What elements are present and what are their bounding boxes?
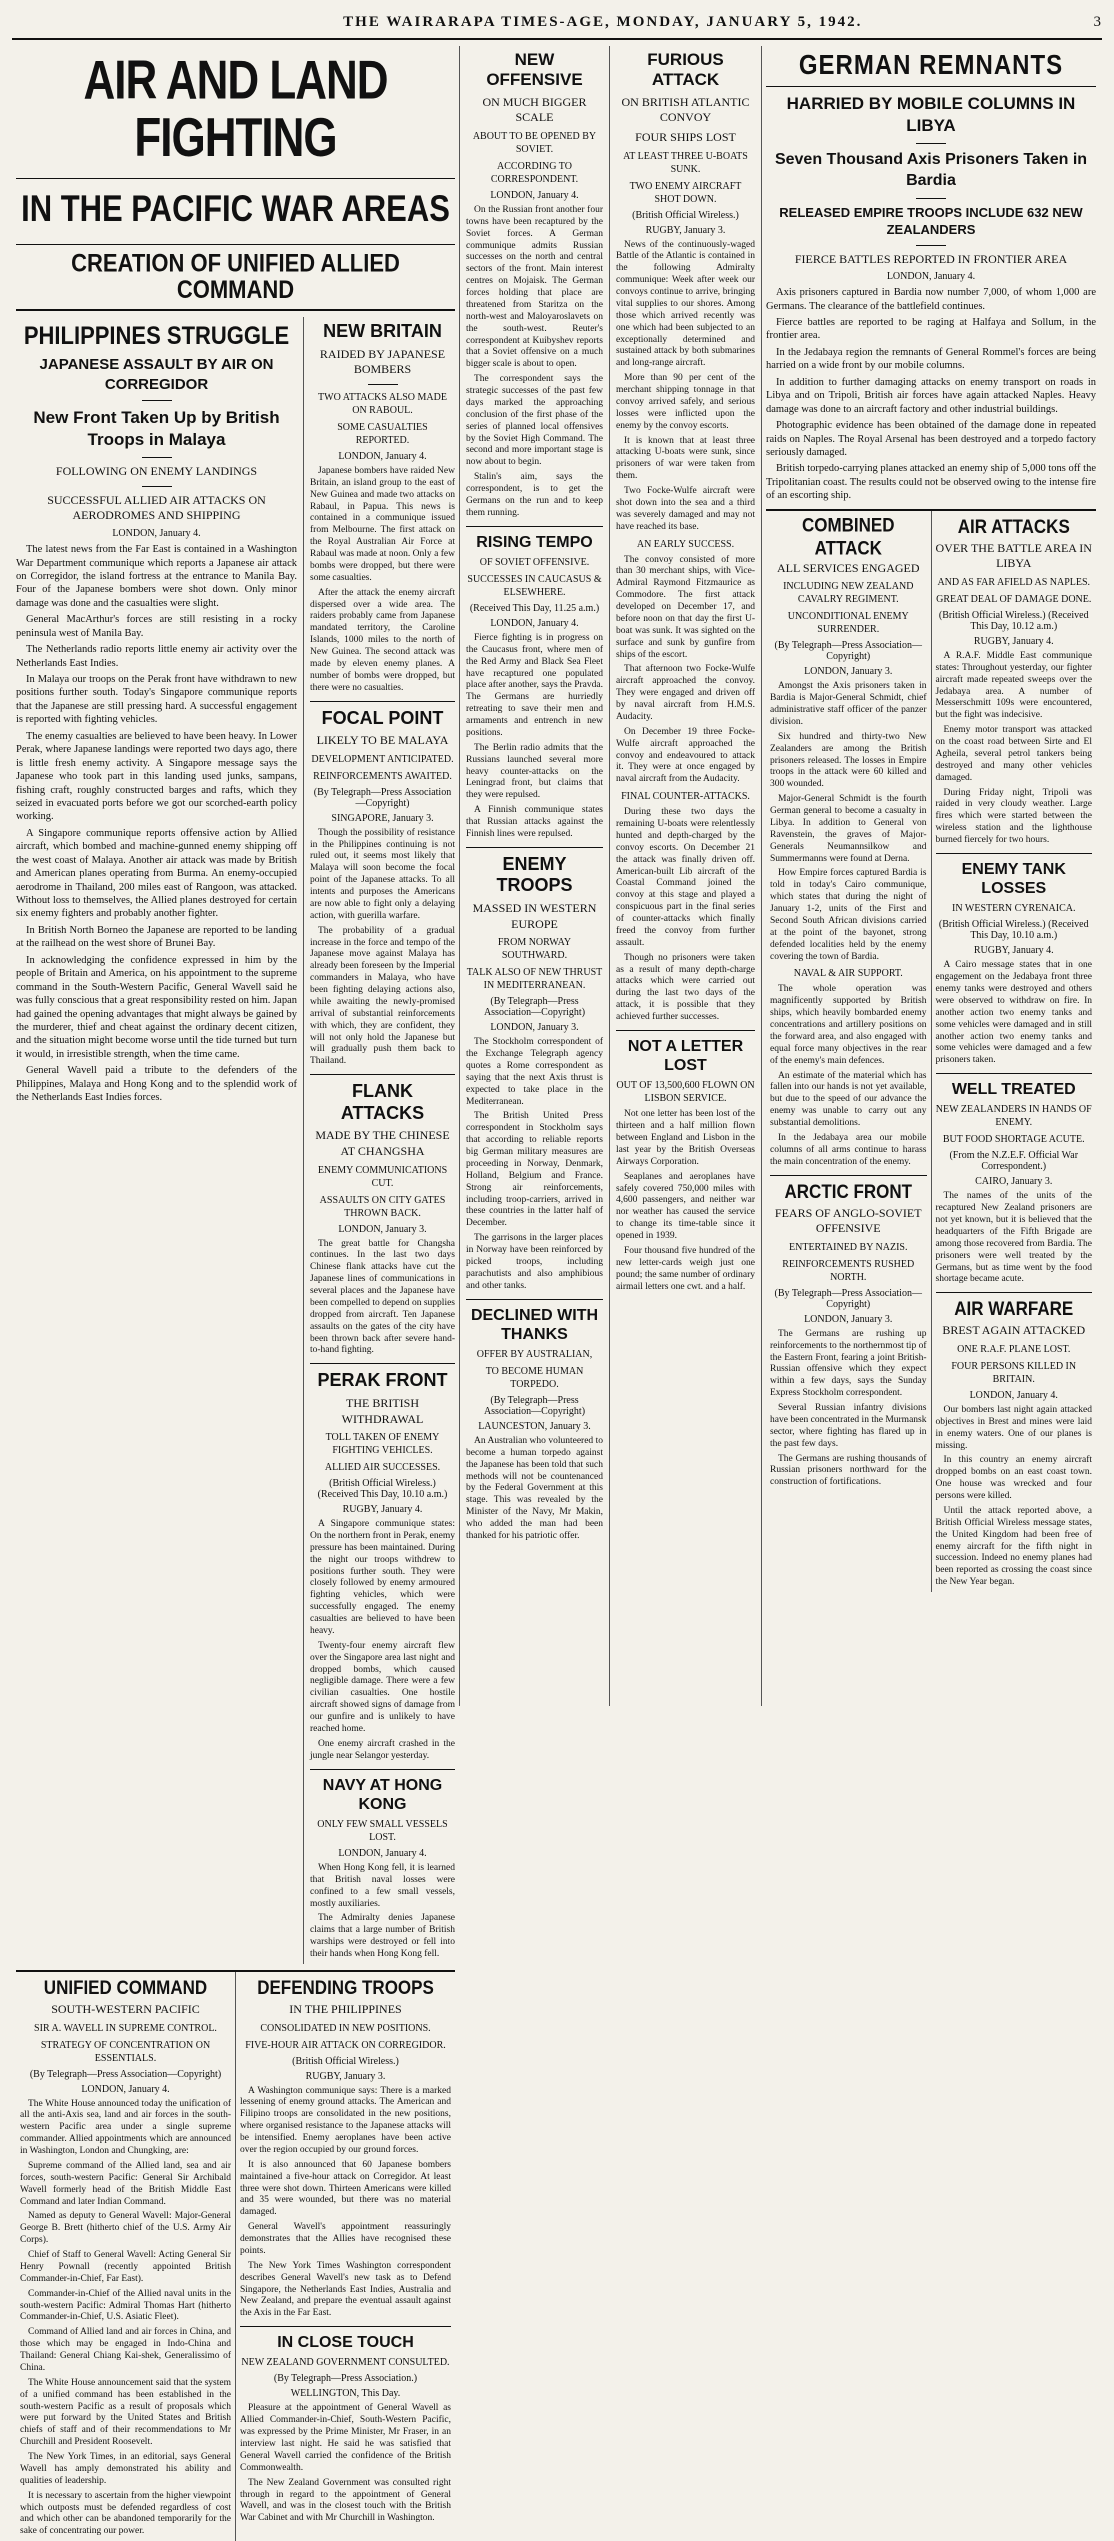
flank-attacks-dateline: LONDON, January 3.	[338, 1223, 427, 1235]
arctic-front-p0: The Germans are rushing up reinforcements to the northernmost tip of the Eastern Front, fearing a joint British-Russian offensive which they expect within a few days, says the Sunday Express Stockholm correspondent.	[770, 1328, 927, 1399]
rising-tempo-p1: The Berlin radio admits that the Russians launched several more heavy counter-attacks on the Leningrad front, but claims that they were repulsed.	[466, 742, 603, 801]
philippines-p1: General MacArthur's forces are still resisting in a rocky peninsula west of Manila Bay.	[16, 614, 297, 639]
atlantic-column	[610, 46, 762, 1706]
unified-command-p6: The White House announcement said that the system of a unified command has been established in the south-western Pacific as a result of proposals which were put forward by the United States and British chiefs of staff and of their recommendations to Mr Churchill and President Roosevelt.	[20, 2377, 231, 2448]
well-treated-sub1: NEW ZEALANDERS IN HANDS OF ENEMY.	[935, 1104, 1092, 1129]
arctic-front-title: ARCTIC FRONT	[784, 1180, 912, 1202]
arctic-front-sub3: REINFORCEMENTS RUSHED NORTH.	[782, 1258, 915, 1283]
new-britain-dateline: LONDON, January 4.	[338, 450, 427, 462]
flank-attacks-sub2: ENEMY COMMUNICATIONS CUT.	[317, 1164, 448, 1189]
enemy-troops-dateline: LONDON, January 3.	[490, 1022, 579, 1034]
philippines-dateline: LONDON, January 4.	[112, 528, 201, 540]
not-a-letter-sub1: OUT OF 13,500,600 FLOWN ON LISBON SERVICE.	[616, 1080, 755, 1105]
furious-attack-p2: It is known that at least three attacking U-boats were sunk, since prisoners of war were taken from them.	[616, 435, 755, 482]
german-remnants-p5: British torpedo-carrying planes attacked an enemy ship of 5,000 tons off the Tripolitanian coast. The results could not be observed owing to the intense fire of an escorting ship.	[766, 463, 1096, 502]
new-offensive-sub1: ON MUCH BIGGER SCALE	[482, 94, 587, 125]
rising-tempo-sub1: OF SOVIET OFFENSIVE.	[479, 556, 590, 568]
philippines-p5: A Singapore communique reports offensive action by Allied aircraft, which bombed and machine-gunned enemy shipping off the west coast of Malaya. Another air attack was made by British and American planes operating from Burma. An enemy-occupied aerodrome in Thailand, 200 miles east of Rangoon, was attacked. Without loss to themselves, the Allied planes destroyed for certain six enemy fighters and probably another fighter.	[16, 827, 297, 920]
combined-attack-title: COMBINED ATTACK	[801, 513, 895, 559]
early-success-p2: On December 19 three Focke-Wulfe aircraft approached the convoy and endeavoured to attack it. They were at once engaged by naval aircraft from the Audacity.	[616, 726, 755, 785]
new-offensive-sub3: ACCORDING TO CORRESPONDENT.	[490, 160, 579, 185]
perak-front-title: PERAK FRONT	[317, 1370, 448, 1391]
navy-hk-dateline: LONDON, January 4.	[338, 1847, 427, 1859]
new-britain-p0: Japanese bombers have raided New Britain, an island group to the east of New Guinea and made two attacks on Rabaul, in Papua. This news is contained in a communique issued from Melbourne. The first attack on the Royal Australian Air Force at Rabaul was made at noon. Only a few bombs were dropped, but there were some casualties.	[310, 465, 455, 583]
combined-attack-sub2: INCLUDING NEW ZEALAND CAVALRY REGIMENT.	[783, 581, 914, 606]
lead-headline-2: IN THE PACIFIC WAR AREAS	[21, 187, 450, 230]
air-attacks-sub1: OVER THE BATTLE AREA IN LIBYA	[935, 540, 1092, 571]
well-treated-dateline: CAIRO, January 3.	[975, 1176, 1053, 1188]
air-attacks-p2: During Friday night, Tripoli was raided in very cloudy weather. Large fires which were started between the wireless station and the lighthouse burned fiercely for two hours.	[935, 787, 1092, 846]
well-treated-p0: The names of the units of the recaptured New Zealand prisoners are not yet known, but it is believed that the headquarters of the Fifth Brigade are among those recovered from Bardia. The prisoners were well treated by the Germans, but as time went by the food shortage became acute.	[935, 1191, 1092, 1285]
rising-tempo-sub2: SUCCESSES IN CAUCASUS & ELSEWHERE.	[467, 573, 602, 598]
focal-point-p0: Though the possibility of resistance in the Philippines continuing is not ruled out, it seems most likely that Malaya will soon become the focal point of the Japanese attacks. To all intents and purposes the Americans are now able to fight only a delaying action, with guerilla warfare.	[310, 827, 455, 921]
close-touch-dateline: WELLINGTON, This Day.	[290, 2388, 401, 2400]
defending-troops-article	[235, 1972, 455, 2541]
rising-tempo-p2: A Finnish communique states that Russian attacks against the Finnish lines were repulsed.	[466, 805, 603, 839]
furious-attack-p1: More than 90 per cent of the merchant shipping tonnage in that convoy arrived safely, and serious losses were inflicted upon the enemy by the convoy escorts.	[616, 373, 755, 431]
lead-subgrid	[16, 317, 455, 1964]
arctic-front-dateline: LONDON, January 3.	[804, 1313, 893, 1325]
german-remnants-p2: In the Jedabaya region the remnants of General Rommel's forces are being harried on a wide front by our mobile columns.	[766, 346, 1096, 372]
perak-front-p2: One enemy aircraft crashed in the jungle near Selangor yesterday.	[310, 1738, 455, 1761]
early-success-p0: The convoy consisted of more than 30 merchant ships, with Vice-Admiral Raymond Fitzmaurice as Commodore. The first attack developed on December 17, and before noon on that day the first U-boat was sunk. It was sighted on the surface and sunk by gunfire from ships of the escort.	[616, 554, 755, 660]
defending-troops-sub2: CONSOLIDATED IN NEW POSITIONS.	[260, 2022, 431, 2034]
philippines-sub1: JAPANESE ASSAULT BY AIR ON CORREGIDOR	[39, 356, 274, 393]
german-remnants-p3: In addition to further damaging attacks on enemy transport on roads in Libya and on Tripoli, British air forces have again attacked Naples. Heavy damage was done to an aircraft factory and other industrial buildings.	[766, 376, 1096, 415]
unified-command-sub2: SIR A. WAVELL IN SUPREME CONTROL.	[34, 2022, 217, 2034]
combined-attack-p2: Major-General Schmidt is the fourth German general to become a casualty in Libya. In addition to General von Ravenstein, the graves of Major-Generals Neumannsilkow and Summermanns were found at Derna.	[770, 794, 927, 864]
defending-troops-sub3: FIVE-HOUR AIR ATTACK ON CORREGIDOR.	[245, 2039, 446, 2051]
defending-troops-p1: It is also announced that 60 Japanese bombers maintained a five-hour attack on Corregidor. At least three were shot down. Thirteen Americans were killed and 35 were wounded, but there was no material damaged.	[240, 2159, 451, 2218]
combined-attack-p0: Amongst the Axis prisoners taken in Bardia is Major-General Schmidt, chief administrative staff officer of the panzer division.	[770, 681, 927, 727]
focal-point-sub2: DEVELOPMENT ANTICIPATED.	[311, 753, 454, 765]
german-remnants-sub3: RELEASED EMPIRE TROOPS INCLUDE 632 NEW ZEALANDERS	[779, 204, 1083, 237]
air-attacks-title: AIR ATTACKS	[957, 515, 1070, 538]
philippines-p0: The latest news from the Far East is contained in a Washington War Department communique which reports a Japanese air attack on Corregidor, the island fortress at the entrance to Manila Bay. Four of the Japanese bombers were shot down. Only minor damage was done and the casualties were slight.	[16, 544, 297, 609]
close-touch-p0: Pleasure at the appointment of General Wavell as Allied Commander-in-Chief, South-Western Pacific, was expressed by the Prime Minister, Mr Fraser, in an interview last night. He said he was satisfied that General Wavell carried the confidence of the British Commonwealth.	[240, 2403, 451, 2473]
german-remnants-p1: Fierce battles are reported to be raging at Halfaya and Sollum, in the frontier area.	[766, 317, 1096, 342]
combined-attack-p1: Six hundred and thirty-two New Zealanders are among the British prisoners released. The losses in Empire troops in the attack were 60 killed and 300 wounded.	[770, 731, 927, 790]
furious-attack-title: FURIOUS ATTACK	[647, 50, 724, 90]
new-offensive-title: NEW OFFENSIVE	[486, 50, 583, 90]
page-number: 3	[1093, 14, 1102, 30]
rising-tempo-dateline: LONDON, January 4.	[490, 617, 579, 629]
furious-attack-sub2: FOUR SHIPS LOST	[635, 129, 736, 144]
perak-front-p1: Twenty-four enemy aircraft flew over the Singapore area last night and dropped bombs, which caused negligible damage. There were a few civilian casualties. One hostile aircraft showed signs of damage from our gunfire and is unlikely to have reached home.	[310, 1640, 455, 1734]
declined-credit: (By Telegraph—Press Association—Copyright)	[483, 1394, 586, 1417]
new-offensive-p1: The correspondent says the strategic successes of the past few days marked the approaching conclusion of the first phase of the series of planned local offensives by the Soviet High Command. The second and more important stage is now about to begin.	[466, 374, 603, 468]
arctic-front-p1: Several Russian infantry divisions have been concentrated in the Murmansk sector, where fighting has flared up in the past few days.	[770, 1403, 927, 1449]
flank-attacks-sub1: MADE BY THE CHINESE AT CHANGSHA	[315, 1128, 450, 1158]
defending-troops-p3: The New York Times Washington correspondent describes General Wavell's new task as to Defend Singapore, the Netherlands East Indies, Australia and New Zealand, and prepare the eventual assault against the Axis in the Far East.	[240, 2260, 451, 2319]
philippines-title: PHILIPPINES STRUGGLE	[23, 321, 290, 350]
air-warfare-p1: In this country an enemy aircraft dropped bombs on an east coast town. One house was wrecked and four persons were killed.	[935, 1455, 1092, 1502]
furious-attack-dateline: RUGBY, January 3.	[645, 224, 726, 236]
unified-command-p2: Named as deputy to General Wavell: Major-General George B. Brett (hitherto chief of the U.S. Army Air Corps).	[20, 2211, 231, 2246]
naval-air-support-p2: In the Jedabaya area our mobile columns of all arms continue to harass the main concentration of the enemy.	[770, 1132, 927, 1167]
final-counter-p1: Though no prisoners were taken as a result of many depth-charge attacks which were carried out during the last two days of the attack, it is possible that they achieved further successes.	[616, 952, 755, 1023]
well-treated-title: WELL TREATED	[951, 1081, 1076, 1099]
arctic-front-credit: (By Telegraph—Press Association—Copyright)	[774, 1287, 922, 1310]
defending-troops-sub1: IN THE PHILIPPINES	[289, 2001, 402, 2016]
philippines-p3: In Malaya our troops on the Perak front have withdrawn to new positions further south. Today's Singapore communique reports that the Japanese are still pressing hard. A successful engagement is reported with fighting vehicles.	[16, 674, 297, 726]
air-attacks-p1: Enemy motor transport was attacked on the coast road between Sirte and El Agheila, several petrol tankers being destroyed and many other vehicles damaged.	[935, 725, 1092, 783]
furious-attack-sub4: TWO ENEMY AIRCRAFT SHOT DOWN.	[629, 180, 742, 205]
defending-troops-p2: General Wavell's appointment reassuringly demonstrates that the Allies have recognised these points.	[240, 2222, 451, 2256]
new-offensive-p0: On the Russian front another four towns have been recaptured by the Soviet forces. A German communique admits Russian successes on the north and central sectors of the front. Main interest centres on Mojaisk. The German forces holding that place are threatened from Staritza on the north-west and Maloyaroslavets on the south-west. Reuter's correspondent at Kuibyshev reports that a Soviet offensive on a much bigger scale is about to open.	[466, 204, 603, 370]
enemy-troops-title: ENEMY TROOPS	[496, 853, 573, 896]
furious-attack-p3: Two Focke-Wulfe aircraft were shot down into the sea and a third was severely damaged and may not have reached its base.	[616, 486, 755, 532]
arctic-front-p2: The Germans are rushing thousands of Russian prisoners northward for the construction of fortifications.	[770, 1453, 927, 1488]
air-warfare-sub3: FOUR PERSONS KILLED IN BRITAIN.	[951, 1360, 1077, 1385]
focal-point-title: FOCAL POINT	[321, 707, 444, 728]
philippines-p6: In British North Borneo the Japanese are reported to be landing at the railhead on the west shore of Brunei Bay.	[16, 924, 297, 950]
columns	[12, 46, 1102, 2537]
air-warfare-dateline: LONDON, January 4.	[969, 1389, 1058, 1401]
philippines-sub4: SUCCESSFUL ALLIED AIR ATTACKS ON AERODROMES AND SHIPPING	[47, 492, 266, 523]
naval-air-support-p0: The whole operation was magnificently supported by British ships, which heavily bombarded enemy concentrations and artillery positions on the forward area, and also engaged with equal force many objectives in the rear of the enemy's main defences.	[770, 984, 927, 1066]
arctic-front-sub2: ENTERTAINED BY NAZIS.	[789, 1241, 908, 1253]
new-britain-sub1: RAIDED BY JAPANESE BOMBERS	[319, 346, 446, 377]
air-warfare-sub1: BREST AGAIN ATTACKED	[942, 1323, 1086, 1338]
defending-troops-title: DEFENDING TROOPS	[257, 1976, 434, 1999]
enemy-troops-sub1: MASSED IN WESTERN EUROPE	[472, 900, 597, 931]
russia-column	[460, 46, 610, 1706]
close-touch-title: IN CLOSE TOUCH	[277, 2334, 414, 2352]
unified-command-p4: Commander-in-Chief of the Allied naval units in the south-western Pacific: Admiral Thomas Hart (hitherto Commander-in-Chief, U.S. Asiatic Fleet).	[20, 2288, 231, 2323]
unified-command-p0: The White House announced today the unification of all the anti-Axis sea, land and air forces in the south-western Pacific area under a single supreme commander. Allied appointments which are announced in Washington, London and Chungking, are:	[20, 2098, 231, 2157]
navy-hk-p0: When Hong Kong fell, it is learned that British naval losses were confined to a few small vessels, mostly auxiliaries.	[310, 1862, 455, 1909]
rising-tempo-title: RISING TEMPO	[476, 533, 593, 551]
air-attacks-sub2: AND AS FAR AFIELD AS NAPLES.	[937, 576, 1091, 588]
german-remnants-title: GERMAN REMNANTS	[798, 49, 1064, 81]
combined-attack-p3: How Empire forces captured Bardia is told in today's Cairo communique, which states that during the night of January 1-2, units of the First and Second South African divisions carried at the point of the bayonet, strong defended localities held by the enemy covering the town of Bardia.	[770, 868, 927, 962]
unified-command-sub1: SOUTH-WESTERN PACIFIC	[51, 2001, 200, 2016]
declined-dateline: LAUNCESTON, January 3.	[478, 1420, 591, 1432]
well-treated-sub2: BUT FOOD SHORTAGE ACUTE.	[942, 1134, 1085, 1146]
unified-command-p5: Command of Allied land and air forces in China, and those which may be engaged in Indo-China and Thailand: General Chiang Kai-shek, Generalissimo of China.	[20, 2327, 231, 2373]
furious-attack-sub3: AT LEAST THREE U-BOATS SUNK.	[623, 150, 748, 175]
philippines-p4: The enemy casualties are believed to have been heavy. In Lower Perak, where Japanese landings were reported two days ago, there is little fresh enemy activity. A Singapore message says the Japanese who took part in this landing used junks, sampans, fishing craft, roughly constructed barges and rafts, which they seized in evacuated ports before we got our scorched-earth policy working.	[16, 730, 297, 823]
german-remnants-p0: Axis prisoners captured in Bardia now number 7,000, of whom 1,000 are Germans. The clearance of the battlefield continues.	[766, 287, 1096, 312]
philippines-p2: The Netherlands radio reports little enemy air activity over the Netherlands East Indies.	[16, 644, 297, 669]
unified-defending-row	[16, 1970, 455, 2541]
air-warfare-title: AIR WARFARE	[954, 1297, 1074, 1320]
enemy-troops-sub2: FROM NORWAY SOUTHWARD.	[497, 937, 572, 962]
german-remnants-dateline: LONDON, January 4.	[886, 271, 976, 283]
philippines-p7: In acknowledging the confidence expressed in him by the people of Britain and America, on his appointment to the supreme command in the South-Western Pacific, General Wavell said he was fully conscious that a great responsibility rested on him. Japan had gained the opening advantages that might always be gained by the murderer, thief and cheat against the ordinary decent citizen, and the situation might become worse until the tide turned but turn it would, in irresistible strength, when the time came.	[16, 954, 297, 1060]
unified-command-sub3: STRATEGY OF CONCENTRATION ON ESSENTIALS.	[40, 2039, 211, 2064]
air-attacks-article	[931, 511, 1097, 1592]
masthead-title: THE WAIRARAPA TIMES-AGE, MONDAY, JANUARY 5, 1942.	[343, 14, 863, 30]
perak-front-sub3: ALLIED AIR SUCCESSES.	[324, 1462, 441, 1474]
air-attacks-credit: (British Official Wireless.) (Received This Day, 10.12 a.m.)	[938, 609, 1089, 632]
rising-tempo-p0: Fierce fighting is in progress on the Caucasus front, where men of the Red Army and Black Sea Fleet have recaptured one populated place after another, says the Pravda. The Germans are hurriedly retreating to save their men and armaments and entrench in new positions.	[466, 632, 603, 738]
enemy-troops-p0: The Stockholm correspondent of the Exchange Telegraph agency quotes a Rome correspondent as saying that the next Axis thrust is expected to take place in the Mediterranean.	[466, 1037, 603, 1107]
perak-front-credit: (British Official Wireless.) (Received This Day, 10.10 a.m.)	[317, 1478, 448, 1501]
not-a-letter-p1: Seaplanes and aeroplanes have safely covered 750,000 miles with 4,600 passengers, and neither war nor weather has caused the service to change its time-table since it opened in 1939.	[616, 1171, 755, 1242]
new-britain-article	[304, 317, 455, 1964]
philippines-p8: General Wavell paid a tribute to the defenders of the Philippines, Malaya and Hong Kong and to the splendid work of the Netherlands East Indies forces.	[16, 1065, 297, 1104]
enemy-tank-losses-credit: (British Official Wireless.) (Received This Day, 10.10 a.m.)	[938, 919, 1089, 942]
declined-p0: An Australian who volunteered to become a human torpedo against the Japanese has been told that such methods will not be countenanced by the Federal Government at this stage. This was revealed by the Minister of the Navy, Mr Makin, who added the man had been thanked for his patriotic offer.	[466, 1435, 603, 1541]
declined-title: DECLINED WITH THANKS	[470, 1306, 599, 1343]
new-offensive-p2: Stalin's aim, says the correspondent, is to get the Germans on the run and to keep them running.	[466, 472, 603, 518]
lead-headline-3: CREATION OF UNIFIED ALLIED COMMAND	[71, 248, 400, 304]
combined-attack-sub1: ALL SERVICES ENGAGED	[776, 560, 920, 575]
perak-front-sub2: TOLL TAKEN OF ENEMY FIGHTING VEHICLES.	[325, 1432, 440, 1457]
not-a-letter-p0: Not one letter has been lost of the thirteen and a half million flown between England and Lisbon in the last year by the British Overseas Airways Corporation.	[616, 1109, 755, 1167]
air-warfare-sub2: ONE R.A.F. PLANE LOST.	[957, 1343, 1071, 1355]
final-counter-p0: During these two days the remaining U-boats were relentlessly hunted and depth-charged by the convoy escorts. On December 21 the attack was finally driven off. American-built Lib aircraft of the Coastal Command joined the convoy at this stage and played a conspicuous part in the final series of counter-attacks which finally freed the convoy from further assault.	[616, 807, 755, 948]
new-offensive-dateline: LONDON, January 4.	[490, 189, 579, 201]
rising-tempo-credit: (Received This Day, 11.25 a.m.)	[469, 602, 600, 614]
enemy-tank-losses-title: ENEMY TANK LOSSES	[961, 860, 1066, 898]
combined-attack-credit: (By Telegraph—Press Association—Copyright)	[774, 640, 922, 663]
perak-front-sub1: THE BRITISH WITHDRAWAL	[341, 1395, 424, 1426]
unified-command-p3: Chief of Staff to General Wavell: Acting General Sir Henry Pownall (recently appointed British Commander-in-Chief, Far East).	[20, 2250, 231, 2284]
not-a-letter-title: NOT A LETTER LOST	[627, 1037, 744, 1075]
unified-command-title: UNIFIED COMMAND	[43, 1976, 208, 1999]
air-warfare-p2: Until the attack reported above, a British Official Wireless message states, the United Kingdom had been free of enemy aircraft for the fifth night in succession. Indeed no enemy planes had been reported as crossing the coast since the New Year began.	[935, 1505, 1092, 1588]
german-remnants-sub4: FIERCE BATTLES REPORTED IN FRONTIER AREA	[794, 251, 1068, 266]
declined-sub1: OFFER BY AUSTRALIAN,	[476, 1348, 593, 1360]
german-remnants-sub2: Seven Thousand Axis Prisoners Taken in Bardia	[774, 151, 1088, 189]
air-warfare-p0: Our bombers last night again attacked objectives in Brest and mines were laid in enemy waters. One of our planes is missing.	[935, 1404, 1092, 1451]
focal-point-p1: The probability of a gradual increase in the force and tempo of the Japanese move against Malaya has already been foreseen by the Imperial commanders in Malaya, who have been fighting delaying actions also, while awaiting the newly-promised arrival of substantial reinforcements with which, they are confident, they will not only hold the Japanese but will gradually push them back to Thailand.	[310, 925, 455, 1067]
declined-sub2: TO BECOME HUMAN TORPEDO.	[485, 1365, 584, 1390]
early-success-title: AN EARLY SUCCESS.	[636, 538, 735, 550]
focal-point-sub1: LIKELY TO BE MALAYA	[316, 733, 449, 748]
arctic-front-sub1: FEARS OF ANGLO-SOVIET OFFENSIVE	[774, 1205, 922, 1236]
libya-column	[762, 46, 1100, 1706]
enemy-troops-sub3: TALK ALSO OF NEW THRUST IN MEDITERRANEAN.	[466, 967, 603, 992]
defending-troops-dateline: RUGBY, January 3.	[305, 2070, 386, 2082]
enemy-troops-p2: The garrisons in the larger places in Norway have been reinforced by picked troops, including parachutists and also amphibious and other tanks.	[466, 1233, 603, 1291]
german-remnants-sub1: HARRIED BY MOBILE COLUMNS IN LIBYA	[786, 94, 1076, 136]
masthead	[12, 0, 1102, 40]
close-touch-credit: (By Telegraph—Press Association.)	[273, 2373, 418, 2385]
defending-troops-p0: A Washington communique says: There is a marked lessening of enemy ground attacks. The American and Filipino troops are consolidated in the new positions, where organised resistance to the Japanese attacks will be intensified. Enemy aeroplanes have been active over the region occupied by our ground forces.	[240, 2085, 451, 2155]
close-touch-sub1: NEW ZEALAND GOVERNMENT CONSULTED.	[241, 2357, 450, 2369]
new-britain-p1: After the attack the enemy aircraft dispersed over a wide area. The raiders probably came from Japanese mandated territory, the Caroline Islands, 1000 miles to the north of New Guinea. The second attack was made by eleven enemy planes. A number of bombs were dropped, but there were no casualties.	[310, 587, 455, 693]
navy-hk-p1: The Admiralty denies Japanese claims that a large number of British warships were destroyed or fell into their hands when Hong Kong fell.	[310, 1913, 455, 1960]
furious-attack-credit: (British Official Wireless.)	[632, 209, 739, 221]
unified-command-p7: The New York Times, in an editorial, says General Wavell has amply demonstrated his ability and qualities of leadership.	[20, 2452, 231, 2486]
not-a-letter-p2: Four thousand five hundred of the new letter-cards weigh just one pound; the same number of ordinary airmail letters one cwt. and a half.	[616, 1245, 755, 1292]
new-britain-sub2: TWO ATTACKS ALSO MADE ON RABOUL.	[318, 391, 447, 416]
libya-subgrid	[766, 509, 1096, 1592]
air-attacks-p0: A R.A.F. Middle East communique states: Throughout yesterday, our fighter aircraft made repeated sweeps over the Jedabaya area. A number of Messerschmitt 109s were encountered, but the fight was indecisive.	[935, 650, 1092, 721]
flank-attacks-p0: The great battle for Changsha continues. In the last two days Chinese flank attacks have cut the Japanese lines of communications in several places and the Japanese have been compelled to depend on supplies dropped from aircraft. Ten Japanese assaults on the gates of the city have been thrown back after severe hand-to-hand fighting.	[310, 1238, 455, 1356]
new-britain-title: NEW BRITAIN	[323, 321, 442, 342]
enemy-troops-credit: (By Telegraph—Press Association—Copyright)	[483, 996, 586, 1019]
german-remnants-p4: Photographic evidence has been obtained of the damage done in repeated raids on Naples. The Royal Arsenal has been destroyed and a torpedo factory seriously damaged.	[766, 420, 1096, 458]
flank-attacks-sub3: ASSAULTS ON CITY GATES THROWN BACK.	[319, 1194, 446, 1219]
enemy-troops-p1: The British United Press correspondent in Stockholm says that according to reliable reports big German military measures are proceeding in Norway, Denmark, Holland, Belgium and France. Strong air reinforcements, including troop-carriers, arrived in these countries in the latter half of December.	[466, 1111, 603, 1229]
new-offensive-sub2: ABOUT TO BE OPENED BY SOVIET.	[472, 130, 597, 155]
navy-hk-title: NAVY AT HONG KONG	[322, 1776, 443, 1813]
enemy-tank-losses-dateline: RUGBY, January 4.	[973, 945, 1054, 957]
unified-command-dateline: LONDON, January 4.	[81, 2083, 170, 2095]
perak-front-dateline: RUGBY, January 4.	[342, 1504, 423, 1516]
combined-attack-dateline: LONDON, January 3.	[804, 666, 893, 678]
unified-command-credit: (By Telegraph—Press Association—Copyright)	[29, 2068, 222, 2080]
lead-headline-1: AIR AND LAND FIGHTING	[83, 49, 388, 169]
furious-attack-p0: News of the continuously-waged Battle of the Atlantic is contained in the following Admiralty communique: Week after week our convoys continue to arrive, bringing vital supplies to our shores. Among those which arrived recently was one which had been subjected to an exceptionally determined and sustained attack by both submarines and long-range aircraft.	[616, 239, 755, 369]
naval-air-support-p1: An estimate of the material which has fallen into our hands is not yet available, but due to the speed of our advance the enemy was unable to carry out any substantial demolitions.	[770, 1070, 927, 1129]
final-counter-title: FINAL COUNTER-ATTACKS.	[621, 791, 750, 803]
combined-attack-sub3: UNCONDITIONAL ENEMY SURRENDER.	[787, 611, 909, 636]
well-treated-credit: (From the N.Z.E.F. Official War Correspondent.)	[949, 1150, 1079, 1173]
furious-attack-sub1: ON BRITISH ATLANTIC CONVOY	[621, 94, 750, 125]
focal-point-credit: (By Telegraph—Press Association—Copyright)	[313, 786, 452, 809]
unified-command-article	[16, 1972, 235, 2541]
air-attacks-sub3: GREAT DEAL OF DAMAGE DONE.	[936, 593, 1092, 605]
new-britain-sub3: SOME CASUALTIES REPORTED.	[337, 421, 428, 446]
enemy-tank-losses-sub1: IN WESTERN CYRENAICA.	[952, 903, 1076, 915]
close-touch-p1: The New Zealand Government was consulted right through in regard to the appointment of General Wavell, and was in the closest touch with the British War Cabinet and with Mr Churchill in Washington.	[240, 2477, 451, 2524]
early-success-p1: That afternoon two Focke-Wulfe aircraft approached the convoy. They were engaged and driven off by naval aircraft from H.M.S. Audacity.	[616, 664, 755, 722]
enemy-tank-losses-p0: A Cairo message states that in one engagement on the Jedabaya front three enemy tanks were destroyed and others were observed to withdraw on fire. In another action two enemy tanks and some vehicles were damaged and in still another action two enemy tanks and some vehicles were damaged and a few prisoners taken.	[935, 960, 1092, 1066]
unified-command-p8: It is necessary to ascertain from the higher viewpoint which outposts must be defended regardless of cost and which other can be abandoned temporarily for the sake of concentrating our power.	[20, 2490, 231, 2537]
combined-attack-article	[766, 511, 931, 1592]
philippines-sub2: New Front Taken Up by British Troops in Malaya	[33, 408, 280, 450]
flank-attacks-title: FLANK ATTACKS	[340, 1081, 425, 1123]
focal-point-sub3: REINFORCEMENTS AWAITED.	[313, 770, 452, 782]
philippines-sub3: FOLLOWING ON ENEMY LANDINGS	[55, 464, 258, 479]
philippines-article	[16, 317, 304, 1964]
air-attacks-dateline: RUGBY, January 4.	[973, 635, 1054, 647]
lead-column	[12, 46, 460, 2537]
defending-troops-credit: (British Official Wireless.)	[292, 2055, 399, 2067]
perak-front-p0: A Singapore communique states: On the northern front in Perak, enemy pressure has been maintained. During the night our troops withdrew to positions further south. They were closely followed by enemy armoured fighting vehicles, which were successfully engaged. The enemy casualties are believed to have been heavy.	[310, 1519, 455, 1636]
navy-hk-sub1: ONLY FEW SMALL VESSELS LOST.	[317, 1818, 448, 1843]
naval-air-support-title: NAVAL & AIR SUPPORT.	[793, 968, 903, 980]
focal-point-dateline: SINGAPORE, January 3.	[331, 812, 434, 824]
unified-command-p1: Supreme command of the Allied land, sea and air forces, south-western Pacific: General Sir Archibald Wavell formerly head of the British Middle East Command and later Indian Command.	[20, 2160, 231, 2207]
